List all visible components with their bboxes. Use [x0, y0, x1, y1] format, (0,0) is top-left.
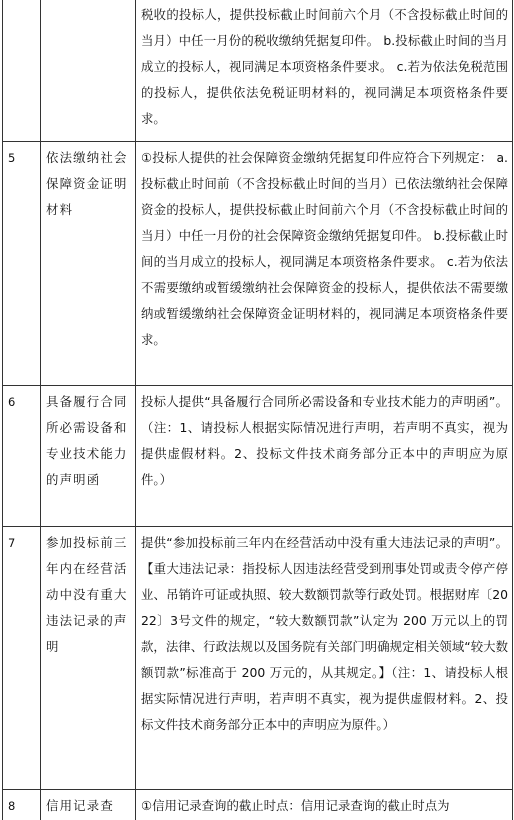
table-row — [3, 527, 513, 790]
table-row — [3, 142, 513, 386]
requirement-text-cell: 投标人提供“具备履行合同所必需设备和专业技术能力的声明函”。（注：1、请投标人根据实际情况进行声明，若声明不真实，视为提供虚假材料。2、投标文件技术商务部分正本中的声明应为原件。） — [136, 386, 513, 527]
qualification-requirements-table — [2, 0, 513, 820]
row-number-cell — [3, 0, 41, 142]
requirement-text-cell: ①信用记录查询的截止时点：信用记录查询的截止时点为 — [136, 790, 513, 820]
item-name-cell — [41, 0, 136, 142]
item-name-cell: 依法缴纳社会保障资金证明材料 — [41, 142, 136, 386]
row-number-cell: 6 — [3, 386, 41, 527]
requirement-text-cell: ①投标人提供的社会保障资金缴纳凭据复印件应符合下列规定： a.投标截止时间前（不含投标截止时间的当月）已依法缴纳社会保障资金的投标人，提供投标截止时间前六个月（不含投标截止时间的当月）中任一月份的社会保障资金缴纳凭据复印件。 b.投标截止时间的当月成立的投标人，视同满足本项资格条件要求。 c.若为依法不需要缴纳或暂缓缴纳社会保障资金的投标人，提供依法不需要缴纳或暂缓缴纳社会保障资金证明材料的，视同满足本项资格条件要求。 — [136, 142, 513, 386]
table-row — [3, 0, 513, 142]
row-number-cell: 7 — [3, 527, 41, 790]
row-number-cell: 5 — [3, 142, 41, 386]
item-name-cell: 具备履行合同所必需设备和专业技术能力的声明函 — [41, 386, 136, 527]
item-name-cell: 参加投标前三年内在经营活动中没有重大违法记录的声明 — [41, 527, 136, 790]
row-number-cell: 8 — [3, 790, 41, 820]
table-row — [3, 386, 513, 527]
item-name-cell: 信用记录查 — [41, 790, 136, 820]
requirement-text-cell: 提供“参加投标前三年内在经营活动中没有重大违法记录的声明”。【重大违法记录：指投标人因违法经营受到刑事处罚或责令停产停业、吊销许可证或执照、较大数额罚款等行政处罚。根据财库〔2022〕3号文件的规定，“较大数额罚款”认定为 200 万元以上的罚款，法律、行政法规以及国务院有关部门明确规定相关领域“较大数额罚款”标准高于 200 万元的，从其规定。】（注：1、请投标人根据实际情况进行声明，若声明不真实，视为提供虚假材料。2、投标文件技术商务部分正本中的声明应为原件。） — [136, 527, 513, 790]
table-row — [3, 790, 513, 820]
requirement-text-cell: 税收的投标人，提供投标截止时间前六个月（不含投标截止时间的当月）中任一月份的税收缴纳凭据复印件。 b.投标截止时间的当月成立的投标人，视同满足本项资格条件要求。 c.若为依法免税范围的投标人，提供依法免税证明材料的，视同满足本项资格条件要求。 — [136, 0, 513, 142]
